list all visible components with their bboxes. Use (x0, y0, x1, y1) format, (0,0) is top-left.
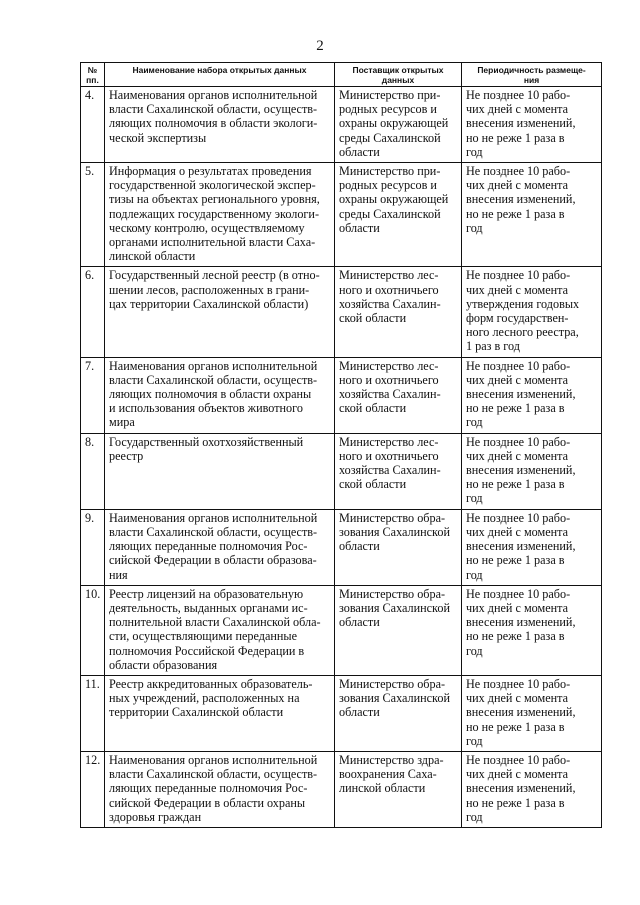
text-line: год (466, 491, 483, 506)
text-line: чих дней с момента (466, 448, 569, 463)
table-row (81, 675, 602, 751)
text-line: родных ресурсов и (339, 102, 437, 117)
dataset-name-cell (105, 675, 335, 751)
text-line: данных (381, 75, 415, 85)
provider-cell (335, 87, 462, 163)
periodicity-cell (462, 675, 602, 751)
text-line: сийской Федерации в области охраны (109, 795, 306, 810)
text-line: власти Сахалинской области, осуществ- (109, 372, 318, 387)
text-line: чих дней с момента (466, 178, 569, 193)
text-line: Наименование набора открытых данных (132, 65, 307, 75)
text-line: хозяйства Сахалин- (339, 296, 441, 311)
text-line: ляющих полномочия в области охраны (109, 387, 312, 402)
text-line: линской области (339, 781, 426, 796)
text-line: области образования (109, 657, 218, 672)
table-row (81, 87, 602, 163)
dataset-name-cell (105, 357, 335, 433)
text-line: год (466, 415, 483, 430)
provider-cell (335, 433, 462, 509)
text-line: сийской Федерации в области образова- (109, 553, 317, 568)
text-line: шении лесов, расположенных в грани- (109, 282, 310, 297)
text-line: зования Сахалинской (339, 600, 450, 615)
text-line: ного лесного реестра, (466, 325, 579, 340)
text-line: Не позднее 10 рабо- (466, 88, 571, 102)
text-line: деятельность, выданных органами ис- (109, 600, 308, 615)
text-line: ния (523, 75, 540, 85)
text-line: ного и охотничьего (339, 372, 439, 387)
text-line: ния (109, 567, 128, 582)
text-line: тизы на объектах регионального уровня, (109, 192, 320, 207)
table-row (81, 163, 602, 267)
text-line: области (339, 144, 380, 159)
text-line: утверждения годовых (466, 296, 580, 311)
row-number: 8. (81, 433, 105, 509)
text-line: линской области (109, 249, 196, 264)
text-line: ного и охотничьего (339, 282, 439, 297)
text-line: год (466, 733, 483, 748)
text-line: охраны окружающей (339, 116, 449, 131)
periodicity-cell (462, 433, 602, 509)
text-line: территории Сахалинской области (109, 705, 284, 720)
text-line: чих дней с момента (466, 600, 569, 615)
text-line: год (466, 643, 483, 658)
text-line: Государственный охотхозяйственный (109, 434, 304, 449)
text-line: чих дней с момента (466, 767, 569, 782)
text-line: но не реже 1 раза в (466, 795, 565, 810)
text-line: Наименования органов исполнительной (109, 358, 318, 373)
table-row (81, 357, 602, 433)
text-line: чих дней с момента (466, 102, 569, 117)
text-line: но не реже 1 раза в (466, 130, 565, 145)
text-line: Реестр аккредитованных образователь- (109, 676, 313, 691)
text-line: ской области (339, 401, 407, 416)
text-line: ляющих полномочия в области экологи- (109, 116, 318, 131)
text-line: Министерство лес- (339, 358, 439, 373)
text-line: Не позднее 10 рабо- (466, 434, 571, 449)
text-line: пп. (86, 75, 99, 85)
text-line: и использования объектов животного (109, 401, 303, 416)
text-line: внесения изменений, (466, 463, 576, 478)
text-line: Министерство при- (339, 164, 441, 179)
table-row (81, 751, 602, 827)
open-data-table (80, 62, 602, 828)
periodicity-cell (462, 163, 602, 267)
text-line: полномочия Российской Федерации в (109, 643, 305, 658)
text-line: № (87, 65, 98, 75)
dataset-name-cell (105, 585, 335, 675)
text-line: Не позднее 10 рабо- (466, 586, 571, 601)
text-line: Государственный лесной реестр (в отно- (109, 268, 320, 283)
periodicity-cell (462, 585, 602, 675)
dataset-name-cell (105, 433, 335, 509)
provider-cell (335, 267, 462, 357)
text-line: Министерство обра- (339, 586, 446, 601)
text-line: ской области (339, 477, 407, 492)
text-line: 1 раз в год (466, 339, 520, 354)
text-line: Не позднее 10 рабо- (466, 676, 571, 691)
text-line: подлежащих государственному экологи- (109, 206, 320, 221)
text-line: внесения изменений, (466, 387, 576, 402)
header-number (81, 63, 105, 87)
text-line: Министерство здра- (339, 752, 444, 767)
row-number: 9. (81, 509, 105, 585)
table-row (81, 509, 602, 585)
text-line: органами исполнительной власти Саха- (109, 235, 316, 250)
text-line: форм государствен- (466, 311, 569, 326)
row-number: 7. (81, 357, 105, 433)
header-periodicity (462, 63, 602, 87)
text-line: Не позднее 10 рабо- (466, 164, 571, 179)
text-line: год (466, 809, 483, 824)
text-line: здоровья граждан (109, 809, 202, 824)
dataset-name-cell (105, 509, 335, 585)
text-line: воохранения Саха- (339, 767, 437, 782)
table-row (81, 585, 602, 675)
text-line: но не реже 1 раза в (466, 401, 565, 416)
text-line: власти Сахалинской области, осуществ- (109, 524, 318, 539)
text-line: внесения изменений, (466, 615, 576, 630)
text-line: Периодичность размеще- (477, 65, 586, 75)
text-line: Не позднее 10 рабо- (466, 752, 571, 767)
text-line: Не позднее 10 рабо- (466, 268, 571, 283)
text-line: Наименования органов исполнительной (109, 88, 318, 102)
text-line: государственной экологической экспер- (109, 178, 316, 193)
text-line: реестр (109, 448, 144, 463)
text-line: зования Сахалинской (339, 691, 450, 706)
text-line: Информация о результатах проведения (109, 164, 312, 179)
text-line: хозяйства Сахалин- (339, 387, 441, 402)
provider-cell (335, 675, 462, 751)
text-line: среды Сахалинской (339, 206, 441, 221)
dataset-name-cell (105, 751, 335, 827)
text-line: Не позднее 10 рабо- (466, 510, 571, 525)
table-header-row (81, 63, 602, 87)
text-line: области (339, 615, 380, 630)
text-line: ляющих переданные полномочия Рос- (109, 781, 308, 796)
text-line: чих дней с момента (466, 691, 569, 706)
periodicity-cell (462, 87, 602, 163)
row-number: 6. (81, 267, 105, 357)
text-line: год (466, 220, 483, 235)
dataset-name-cell (105, 267, 335, 357)
table-row (81, 267, 602, 357)
text-line: Поставщик открытых (352, 65, 444, 75)
text-line: ской области (339, 311, 407, 326)
row-number: 4. (81, 87, 105, 163)
text-line: Наименования органов исполнительной (109, 752, 318, 767)
text-line: внесения изменений, (466, 116, 576, 131)
text-line: власти Сахалинской области, осуществ- (109, 102, 318, 117)
provider-cell (335, 509, 462, 585)
table-body (81, 87, 602, 828)
text-line: но не реже 1 раза в (466, 629, 565, 644)
text-line: чих дней с момента (466, 282, 569, 297)
text-line: Не позднее 10 рабо- (466, 358, 571, 373)
text-line: Министерство при- (339, 88, 441, 102)
text-line: чих дней с момента (466, 372, 569, 387)
header-dataset-name (105, 63, 335, 87)
text-line: но не реже 1 раза в (466, 206, 565, 221)
text-line: сти, осуществляющими переданные (109, 629, 298, 644)
dataset-name-cell (105, 87, 335, 163)
text-line: зования Сахалинской (339, 524, 450, 539)
periodicity-cell (462, 751, 602, 827)
text-line: Наименования органов исполнительной (109, 510, 318, 525)
page-number: 2 (316, 38, 324, 54)
text-line: год (466, 567, 483, 582)
text-line: среды Сахалинской (339, 130, 441, 145)
text-line: ных учреждений, расположенных на (109, 691, 300, 706)
text-line: ческой экспертизы (109, 130, 207, 145)
row-number: 10. (81, 585, 105, 675)
text-line: области (339, 705, 380, 720)
provider-cell (335, 751, 462, 827)
text-line: ческому контролю, осуществляемому (109, 220, 305, 235)
text-line: Министерство лес- (339, 434, 439, 449)
text-line: но не реже 1 раза в (466, 477, 565, 492)
text-line: внесения изменений, (466, 539, 576, 554)
row-number: 11. (81, 675, 105, 751)
table-row (81, 433, 602, 509)
text-line: полнительной власти Сахалинской обла- (109, 615, 321, 630)
text-line: внесения изменений, (466, 705, 576, 720)
text-line: мира (109, 415, 135, 430)
periodicity-cell (462, 357, 602, 433)
text-line: хозяйства Сахалин- (339, 463, 441, 478)
text-line: внесения изменений, (466, 192, 576, 207)
row-number: 12. (81, 751, 105, 827)
text-line: Реестр лицензий на образовательную (109, 586, 304, 601)
header-provider (335, 63, 462, 87)
text-line: год (466, 144, 483, 159)
text-line: цах территории Сахалинской области) (109, 296, 309, 311)
text-line: Министерство лес- (339, 268, 439, 283)
text-line: но не реже 1 раза в (466, 553, 565, 568)
text-line: ного и охотничьего (339, 448, 439, 463)
text-line: области (339, 539, 380, 554)
text-line: чих дней с момента (466, 524, 569, 539)
periodicity-cell (462, 509, 602, 585)
text-line: родных ресурсов и (339, 178, 437, 193)
row-number: 5. (81, 163, 105, 267)
text-line: но не реже 1 раза в (466, 719, 565, 734)
text-line: области (339, 220, 380, 235)
dataset-name-cell (105, 163, 335, 267)
text-line: власти Сахалинской области, осуществ- (109, 767, 318, 782)
text-line: Министерство обра- (339, 510, 446, 525)
text-line: внесения изменений, (466, 781, 576, 796)
periodicity-cell (462, 267, 602, 357)
provider-cell (335, 585, 462, 675)
provider-cell (335, 357, 462, 433)
provider-cell (335, 163, 462, 267)
text-line: Министерство обра- (339, 676, 446, 691)
text-line: охраны окружающей (339, 192, 449, 207)
text-line: ляющих переданные полномочия Рос- (109, 539, 308, 554)
